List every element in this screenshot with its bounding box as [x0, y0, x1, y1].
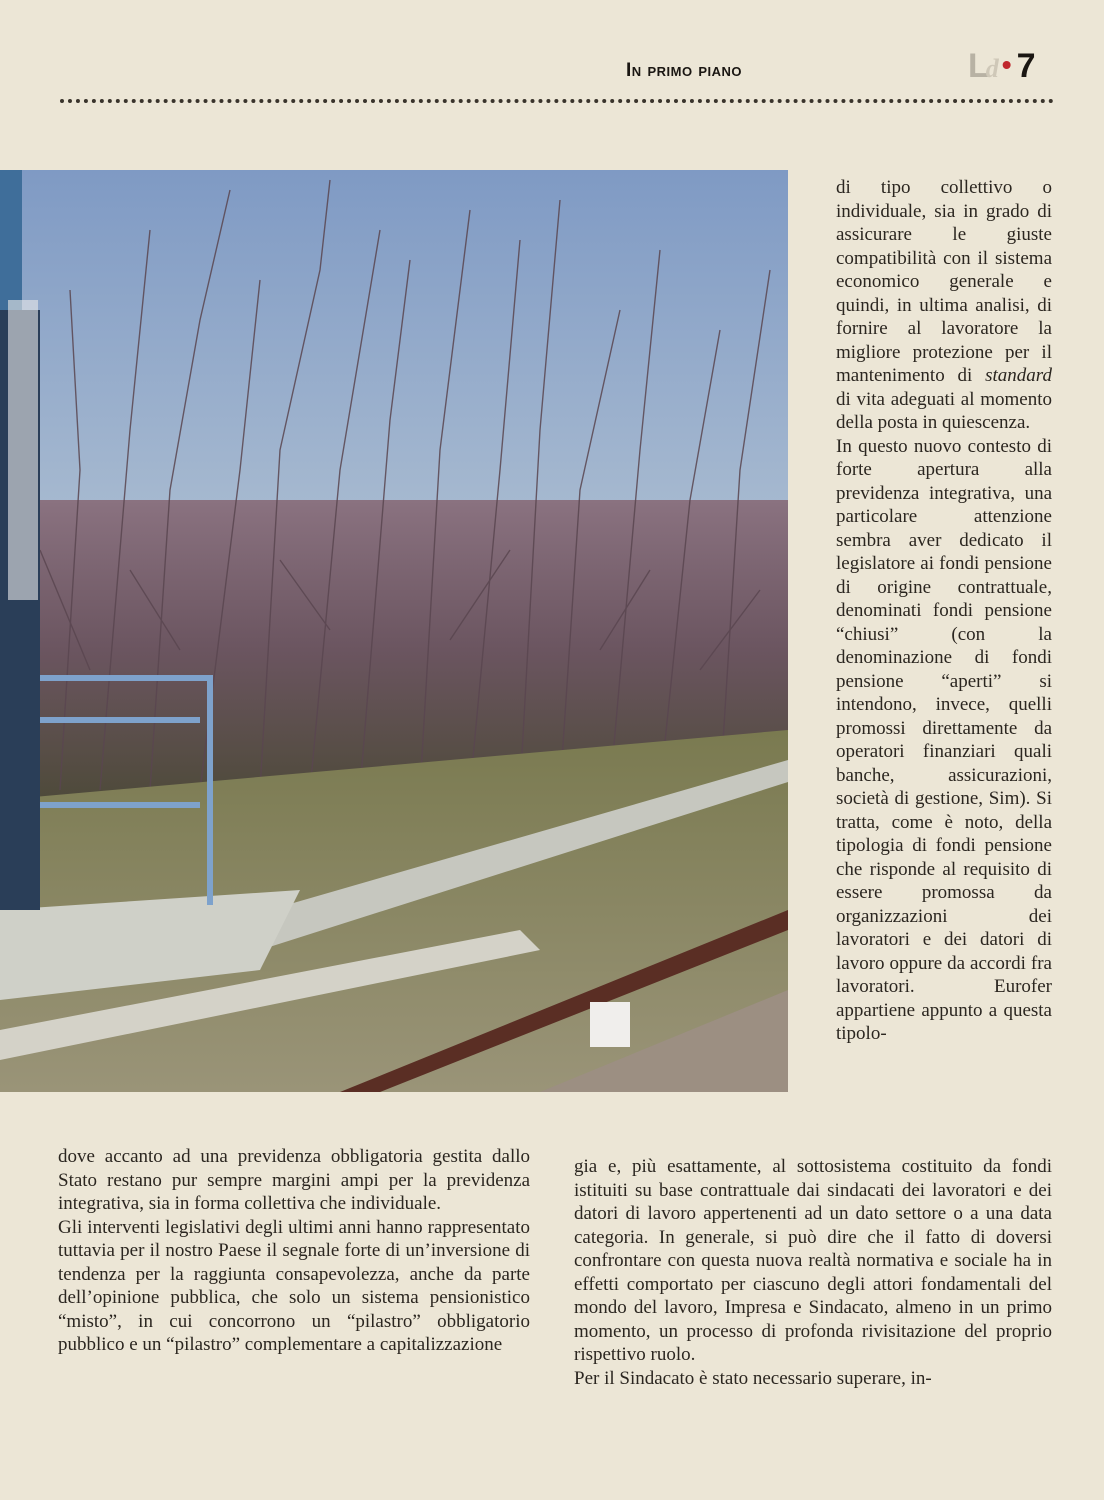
photo-illustration	[0, 170, 788, 1092]
left-text-column	[58, 1145, 530, 1357]
right-text-column	[836, 176, 1052, 1046]
header-divider	[60, 99, 1054, 103]
paragraph: Per il Sindacato è stato necessario superare, in-	[574, 1367, 932, 1389]
bullet-icon: •	[1001, 49, 1012, 80]
text-run: di vita adeguati al momento della posta in quiescenza.	[836, 388, 1052, 433]
paragraph: In questo nuovo contesto di forte apertura alla previdenza integrativa, una particolare attenzione sembra aver dedicato il legislatore ai fondi pensione di origine contrattuale, denominati fondi pensione “chiusi” (con la denominazione di fondi pensione “aperti” si intendono, invece, quelli promossi direttamente da operatori finanziari quali banche, assicurazioni, società di gestione, Sim). Si tratta, come è noto, della tipologia di fondi pensione che risponde al requisito di essere promossa da organizzazioni dei lavoratori e dei datori di lavoro oppure da accordi fra lavoratori. Eurofer appartiene appunto a questa tipolo-	[836, 435, 1052, 1044]
magazine-logo	[968, 47, 1036, 87]
text-run: di tipo collettivo o individuale, sia in grado di assicurare le giuste compatibilità con il sistema economico generale e quindi, in ultima analisi, di fornire al lavoratore la migliore protezione per il mantenimento di	[836, 177, 1052, 386]
section-title: In primo piano	[626, 60, 743, 81]
middle-text-column	[574, 1155, 1052, 1390]
paragraph: gia e, più esattamente, al sottosistema costituito da fondi istituiti su base contrattuale dai sindacati dei lavoratori e dei datori di lavoro appertenenti ad un dato settore o a una data categoria. In generale, si può dire che il fatto di doversi confrontare con questa nuova realtà normativa e sociale ha in effetti comportato per ciascuno degli attori fondamentali del mondo del lavoro, Impresa e Sindacato, almeno in un primo momento, un processo di profonda rivisitazione del proprio rispettivo ruolo.	[574, 1156, 1052, 1365]
paragraph	[836, 176, 1052, 435]
paragraph: Gli interventi legislativi degli ultimi anni hanno rappresentato tuttavia per il nostro Paese il segnale forte di un’inversione di tendenza per la raggiunta consapevolezza, anche da parte dell’opinione pubblica, che solo un sistema pensionistico “misto”, in cui concorrono un “pilastro” obbligatorio pubblico e un “pilastro” complementare a capitalizzazione	[58, 1216, 530, 1355]
paragraph: dove accanto ad una previdenza obbligatoria gestita dallo Stato restano pur sempre margini ampi per la previdenza integrativa, sia in forma collettiva che individuale.	[58, 1146, 530, 1214]
logo-mark-icon: Ld	[968, 47, 996, 85]
page-number: 7	[1016, 47, 1036, 85]
italic-term: standard	[985, 365, 1052, 386]
railway-bushes-photo	[0, 170, 788, 1092]
